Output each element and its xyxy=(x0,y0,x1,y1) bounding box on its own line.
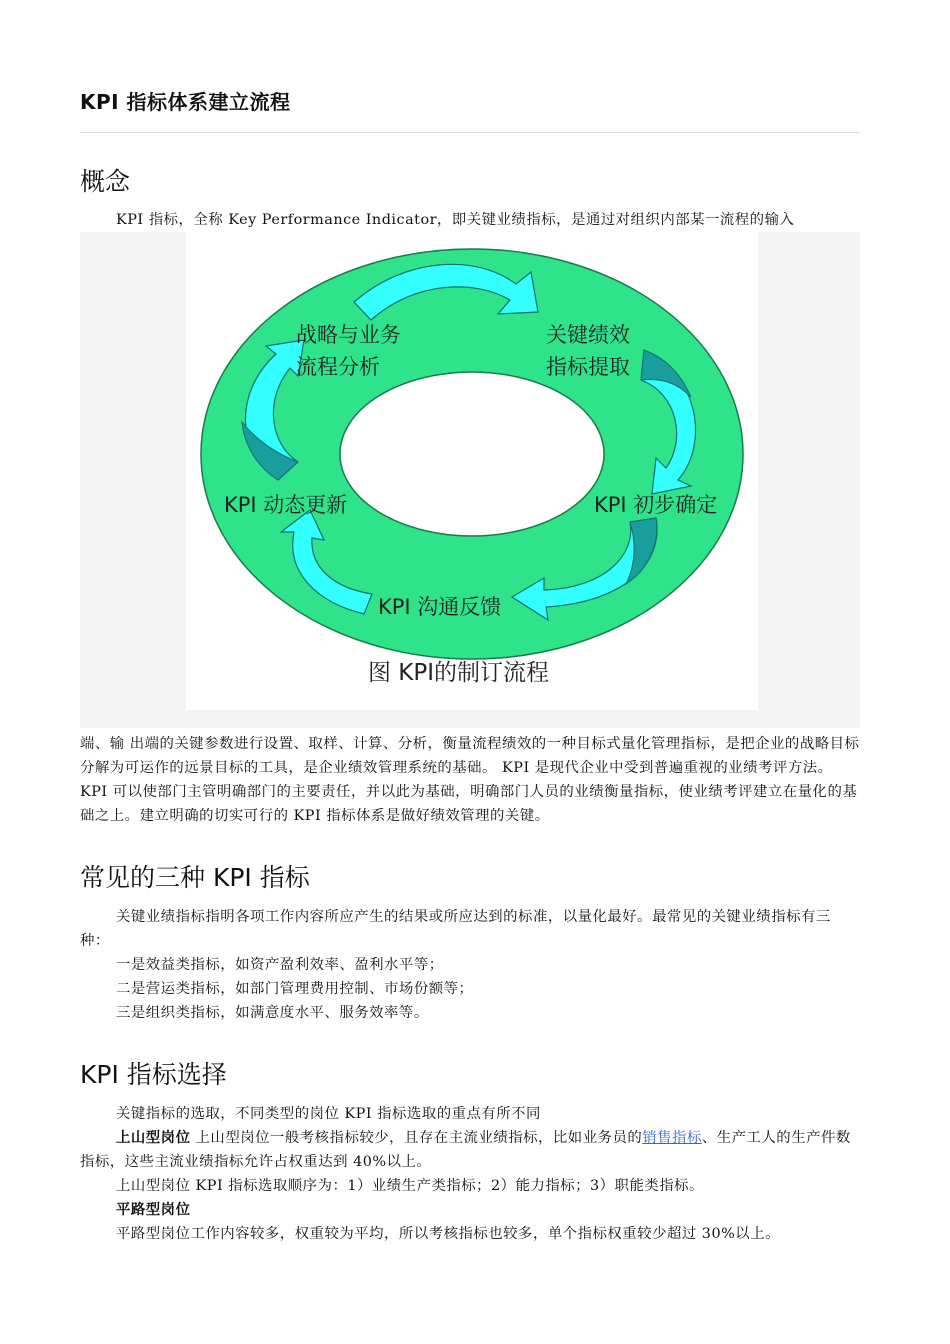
flat-title: 平路型岗位 xyxy=(116,1202,191,1218)
figure-caption: 图 KPI的制订流程 xyxy=(368,660,550,686)
section-heading-kpi-selection: KPI 指标选择 xyxy=(80,1060,227,1089)
section-heading-three-kpi: 常见的三种 KPI 指标 xyxy=(80,863,310,892)
title-divider xyxy=(80,132,860,133)
concept-body-text: 端、输 出端的关键参数进行设置、取样、计算、分析，衡量流程绩效的一种目标式量化管理指标，是把企业的战略目标分解为可运作的远景目标的工具，是企业绩效管理系统的基础。 KPI 是现代企业中受到普遍重视的业绩考评方法。KPI 可以使部门主管明确部门的主要责任，并以此为基础，明确部门人员的业绩衡量指标，使业绩考评建立在量化的基础之上。建立明确的切实可行的 KPI 指标体系是做好绩效管理的关键。 xyxy=(80,736,860,824)
kpi-type-item: 二是营运类指标，如部门管理费用控制、市场份额等； xyxy=(116,981,474,997)
inner-hole xyxy=(340,372,604,536)
concept-intro-paragraph xyxy=(80,208,860,232)
uphill-text-b: 、生产工人的生产件数指标，这些主流业绩指标允许占权重达到 40%以上。 xyxy=(80,1130,851,1170)
label-step3: KPI 初步确定 xyxy=(594,493,718,517)
label-step4: KPI 沟通反馈 xyxy=(378,595,502,619)
label-step2-line1: 关键绩效 xyxy=(546,323,630,347)
section-heading-concept: 概念 xyxy=(80,167,131,196)
uphill-text-a: 上山型岗位一般考核指标较少，且存在主流业绩指标，比如业务员的 xyxy=(190,1130,643,1146)
concept-body-paragraph xyxy=(80,732,860,828)
uphill-order: 上山型岗位 KPI 指标选取顺序为：1）业绩生产类指标；2）能力指标；3）职能类指标。 xyxy=(116,1178,704,1194)
selection-intro: 关键指标的选取，不同类型的岗位 KPI 指标选取的重点有所不同 xyxy=(116,1106,541,1122)
label-step2-line2: 指标提取 xyxy=(546,355,630,379)
concept-intro-text: KPI 指标，全称 Key Performance Indicator，即关键业绩指标，是通过对组织内部某一流程的输入 xyxy=(116,212,795,228)
kpi-type-item: 三是组织类指标，如满意度水平、服务效率等。 xyxy=(116,1005,429,1021)
kpi-selection-section xyxy=(80,1102,860,1246)
uphill-title: 上山型岗位 xyxy=(116,1130,191,1146)
figure-container xyxy=(80,232,860,728)
uphill-paragraph xyxy=(80,1126,860,1174)
label-step5: KPI 动态更新 xyxy=(224,493,348,517)
label-step1-line1: 战略与业务 xyxy=(296,323,401,347)
flat-paragraph-title xyxy=(80,1198,860,1222)
three-kpi-intro: 关键业绩指标指明各项工作内容所应产生的结果或所应达到的标准，以量化最好。最常见的关键业绩指标有三种： xyxy=(80,909,831,949)
document-title: KPI 指标体系建立流程 xyxy=(80,90,291,114)
kpi-type-item: 一是效益类指标，如资产盈利效率、盈利水平等； xyxy=(116,957,444,973)
kpi-process-diagram xyxy=(186,232,758,710)
flat-text: 平路型岗位工作内容较多，权重较为平均，所以考核指标也较多，单个指标权重较少超过 30%以上。 xyxy=(116,1226,780,1242)
sales-indicator-link[interactable]: 销售指标 xyxy=(642,1130,702,1146)
kpi-cycle-svg xyxy=(186,232,758,710)
three-kpi-section xyxy=(80,905,860,1025)
label-step1-line2: 流程分析 xyxy=(296,355,380,379)
